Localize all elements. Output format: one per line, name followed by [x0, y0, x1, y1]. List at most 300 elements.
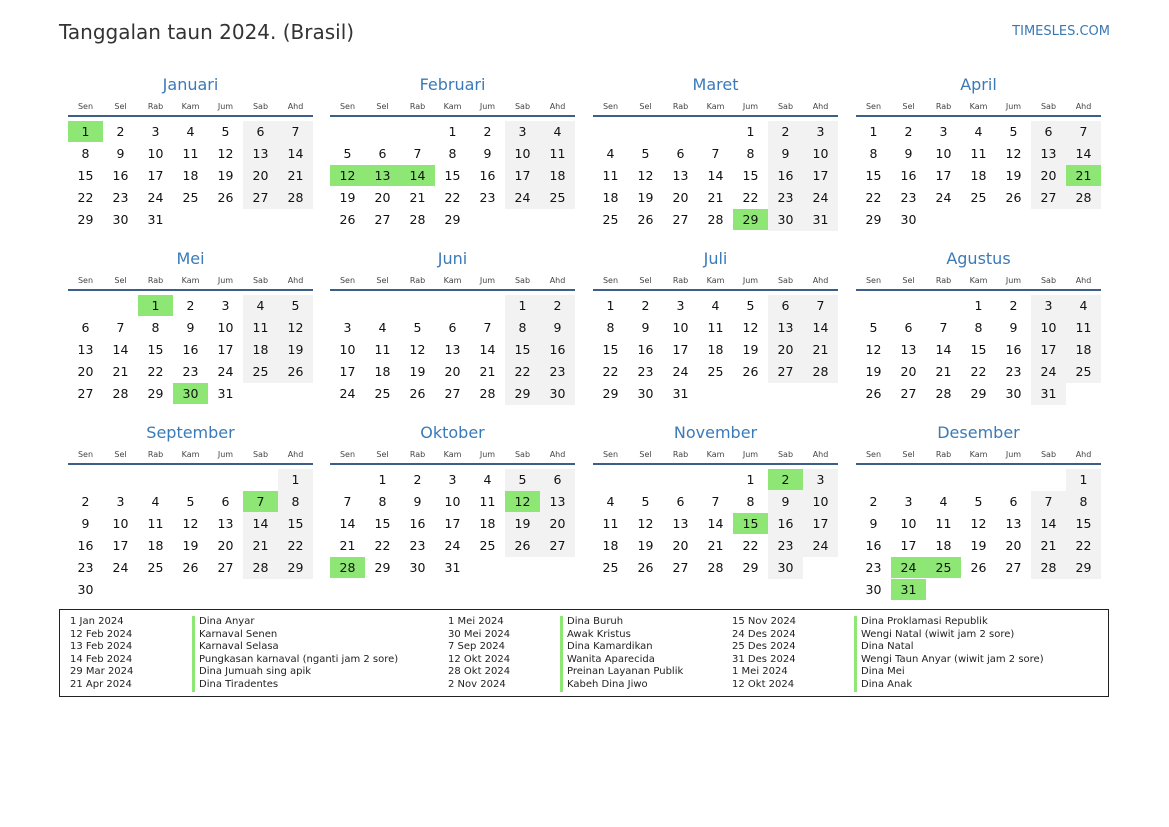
weekday-header: Sen [339, 102, 356, 111]
day-cell: 29 [742, 560, 759, 575]
weekday-header: Kam [706, 450, 725, 459]
day-cell: 3 [116, 494, 125, 509]
day-cell: 28 [1075, 190, 1092, 205]
weekday-header: Rab [935, 450, 952, 459]
day-cell: 1 [448, 124, 457, 139]
day-cell: 18 [374, 364, 391, 379]
day-cell: 31 [147, 212, 164, 227]
day-cell: 9 [641, 320, 650, 335]
day-cell: 4 [553, 124, 562, 139]
holiday-date: 2 Nov 2024 [448, 678, 506, 690]
header-rule [856, 115, 1101, 117]
day-cell: 13 [217, 516, 234, 531]
day-cell: 27 [444, 386, 461, 401]
weekday-header: Ahd [287, 450, 304, 459]
day-cell: 29 [970, 386, 987, 401]
day-cell: 23 [479, 190, 496, 205]
day-cell: 26 [637, 560, 654, 575]
month-name: November [673, 423, 758, 442]
day-cell: 13 [1040, 146, 1057, 161]
day-cell: 26 [287, 364, 304, 379]
day-cell: 22 [1075, 538, 1092, 553]
day-cell: 2 [904, 124, 913, 139]
day-cell: 21 [252, 538, 269, 553]
weekday-header: Sen [339, 450, 356, 459]
day-cell: 9 [904, 146, 913, 161]
day-cell: 7 [711, 146, 720, 161]
weekday-header: Sel [376, 450, 389, 459]
weekday-header: Kam [181, 276, 200, 285]
weekday-header: Jum [742, 450, 759, 459]
day-cell: 27 [77, 386, 94, 401]
day-cell: 26 [409, 386, 426, 401]
day-cell: 9 [186, 320, 195, 335]
day-cell: 9 [869, 516, 878, 531]
day-cell: 26 [1005, 190, 1022, 205]
holiday-dates-column [448, 616, 510, 692]
day-cell: 17 [147, 168, 164, 183]
day-cell: 15 [1075, 516, 1092, 531]
day-cell: 5 [518, 472, 527, 487]
day-cell: 23 [182, 364, 199, 379]
day-cell: 25 [602, 560, 619, 575]
day-cell: 7 [116, 320, 125, 335]
day-cell: 19 [970, 538, 987, 553]
day-cell: 18 [1075, 342, 1092, 357]
month-juni [330, 248, 575, 416]
holiday-date: 31 Des 2024 [732, 653, 796, 665]
weekday-header: Sab [1040, 276, 1057, 285]
day-cell: 22 [742, 538, 759, 553]
weekday-header: Ahd [1075, 276, 1092, 285]
holiday-name: Pungkasan karnaval (nganti jam 2 sore) [199, 653, 399, 665]
weekday-header: Jum [1005, 450, 1022, 459]
day-cell: 21 [935, 364, 952, 379]
day-cell: 7 [711, 494, 720, 509]
day-cell: 13 [900, 342, 917, 357]
day-cell: 23 [865, 560, 882, 575]
day-cell: 22 [865, 190, 882, 205]
holiday-date: 14 Feb 2024 [70, 653, 133, 665]
day-cell: 31 [812, 212, 829, 227]
holiday-name: Preinan Layanan Publik [567, 666, 684, 678]
day-cell: 15 [742, 168, 759, 183]
day-cell: 8 [448, 146, 457, 161]
day-cell: 31 [672, 386, 689, 401]
weekday-header: Rab [672, 102, 689, 111]
weekday-header: Ahd [1075, 102, 1092, 111]
day-cell: 6 [553, 472, 562, 487]
header-rule [330, 289, 575, 291]
day-cell: 18 [479, 516, 496, 531]
weekday-header: Ahd [549, 276, 566, 285]
day-cell: 12 [217, 146, 234, 161]
day-cell: 16 [777, 168, 794, 183]
day-cell: 17 [514, 168, 531, 183]
day-cell: 10 [112, 516, 129, 531]
day-cell: 16 [112, 168, 129, 183]
day-cell: 29 [444, 212, 461, 227]
header-rule [330, 463, 575, 465]
holiday-name: Wanita Aparecida [567, 653, 655, 665]
day-cell: 21 [409, 190, 426, 205]
day-cell: 4 [939, 494, 948, 509]
weekday-header: Ahd [812, 276, 829, 285]
day-cell: 2 [781, 124, 790, 139]
day-cell: 18 [970, 168, 987, 183]
day-cell: 15 [514, 342, 531, 357]
weekday-header: Sel [902, 276, 915, 285]
holiday-name: Dina Anyar [199, 616, 255, 627]
day-cell: 26 [970, 560, 987, 575]
day-cell: 14 [707, 168, 724, 183]
holiday-day-cell: 15 [733, 513, 768, 534]
day-cell: 12 [637, 516, 654, 531]
holiday-name: Dina Mei [861, 666, 905, 678]
holiday-day-cell: 30 [173, 383, 208, 404]
day-cell: 19 [409, 364, 426, 379]
day-cell: 3 [1044, 298, 1053, 313]
weekday-header: Kam [443, 102, 462, 111]
day-cell: 18 [707, 342, 724, 357]
day-cell: 6 [1009, 494, 1018, 509]
weekday-header: Rab [935, 102, 952, 111]
day-cell: 6 [378, 146, 387, 161]
day-cell: 25 [479, 538, 496, 553]
weekday-header: Jum [479, 102, 496, 111]
weekday-header: Rab [409, 102, 426, 111]
weekday-header: Jum [742, 276, 759, 285]
day-cell: 10 [672, 320, 689, 335]
holiday-date: 29 Mar 2024 [70, 666, 134, 678]
holiday-date: 1 Mei 2024 [732, 666, 788, 678]
day-cell: 19 [514, 516, 531, 531]
holiday-name: Wengi Natal (wiwit jam 2 sore) [861, 628, 1015, 640]
day-cell: 6 [904, 320, 913, 335]
holiday-name: Dina Natal [861, 641, 914, 653]
day-cell: 26 [742, 364, 759, 379]
day-cell: 20 [549, 516, 566, 531]
day-cell: 22 [742, 190, 759, 205]
day-cell: 15 [77, 168, 94, 183]
holiday-day-cell: 1 [138, 295, 173, 316]
holiday-day-cell: 25 [926, 557, 961, 578]
day-cell: 1 [378, 472, 387, 487]
holiday-date: 24 Des 2024 [732, 628, 796, 640]
weekday-header: Sab [252, 276, 269, 285]
month-oktober [330, 422, 575, 590]
holiday-name: Karnaval Senen [199, 628, 278, 640]
day-cell: 10 [514, 146, 531, 161]
day-cell: 3 [904, 494, 913, 509]
weekday-header: Ahd [812, 102, 829, 111]
day-cell: 26 [637, 212, 654, 227]
weekday-header: Ahd [812, 450, 829, 459]
day-cell: 11 [479, 494, 496, 509]
day-cell: 28 [112, 386, 129, 401]
day-cell: 9 [483, 146, 492, 161]
month-name: Maret [692, 75, 739, 94]
day-cell: 7 [291, 124, 300, 139]
day-cell: 23 [112, 190, 129, 205]
day-cell: 1 [746, 472, 755, 487]
day-cell: 9 [413, 494, 422, 509]
day-cell: 24 [339, 386, 356, 401]
weekday-header: Sel [639, 276, 652, 285]
holiday-name: Dina Tiradentes [199, 678, 279, 690]
holiday-day-cell: 14 [400, 165, 435, 186]
month-name: September [146, 423, 235, 442]
day-cell: 8 [974, 320, 983, 335]
day-cell: 5 [641, 494, 650, 509]
holiday-day-cell: 28 [330, 557, 365, 578]
weekday-header: Kam [969, 102, 988, 111]
holiday-day-cell: 21 [1066, 165, 1101, 186]
day-cell: 19 [182, 538, 199, 553]
day-cell: 18 [602, 538, 619, 553]
day-cell: 19 [742, 342, 759, 357]
day-cell: 27 [374, 212, 391, 227]
day-cell: 8 [151, 320, 160, 335]
day-cell: 1 [1079, 472, 1088, 487]
day-cell: 13 [444, 342, 461, 357]
weekday-header: Rab [935, 276, 952, 285]
site-link[interactable]: TIMESLES.COM [1012, 24, 1110, 39]
day-cell: 19 [865, 364, 882, 379]
day-cell: 6 [256, 124, 265, 139]
weekday-header: Sab [252, 450, 269, 459]
day-cell: 28 [707, 212, 724, 227]
day-cell: 2 [116, 124, 125, 139]
day-cell: 20 [77, 364, 94, 379]
holiday-name: Dina Buruh [567, 616, 624, 627]
day-cell: 9 [1009, 320, 1018, 335]
day-cell: 23 [777, 190, 794, 205]
day-cell: 12 [742, 320, 759, 335]
month-name: Mei [176, 249, 205, 268]
day-cell: 7 [343, 494, 352, 509]
day-cell: 30 [637, 386, 654, 401]
day-cell: 17 [812, 168, 829, 183]
day-cell: 6 [781, 298, 790, 313]
day-cell: 20 [777, 342, 794, 357]
month-name: Agustus [946, 249, 1011, 268]
day-cell: 18 [252, 342, 269, 357]
day-cell: 16 [637, 342, 654, 357]
day-cell: 15 [602, 342, 619, 357]
day-cell: 17 [444, 516, 461, 531]
weekday-header: Rab [147, 102, 164, 111]
day-cell: 14 [112, 342, 129, 357]
page-title: Tanggalan taun 2024. (Brasil) [59, 20, 355, 44]
day-cell: 30 [77, 582, 94, 597]
day-cell: 20 [672, 538, 689, 553]
day-cell: 28 [935, 386, 952, 401]
day-cell: 29 [514, 386, 531, 401]
day-cell: 16 [1005, 342, 1022, 357]
holiday-list [59, 609, 1109, 697]
day-cell: 23 [777, 538, 794, 553]
day-cell: 19 [637, 190, 654, 205]
day-cell: 3 [151, 124, 160, 139]
day-cell: 12 [287, 320, 304, 335]
month-januari [68, 74, 313, 242]
weekday-header: Sab [777, 276, 794, 285]
weekday-header: Sel [376, 102, 389, 111]
day-cell: 27 [549, 538, 566, 553]
day-cell: 22 [77, 190, 94, 205]
day-cell: 29 [287, 560, 304, 575]
day-cell: 7 [1079, 124, 1088, 139]
day-cell: 19 [217, 168, 234, 183]
day-cell: 2 [641, 298, 650, 313]
weekday-header: Sel [639, 102, 652, 111]
day-cell: 30 [865, 582, 882, 597]
day-cell: 24 [935, 190, 952, 205]
weekday-header: Jum [1005, 102, 1022, 111]
month-november [593, 422, 838, 590]
weekday-header: Ahd [549, 450, 566, 459]
day-cell: 13 [672, 168, 689, 183]
weekday-header: Sen [865, 450, 882, 459]
day-cell: 12 [409, 342, 426, 357]
day-cell: 13 [549, 494, 566, 509]
day-cell: 22 [444, 190, 461, 205]
weekday-header: Rab [409, 276, 426, 285]
holiday-name: Awak Kristus [567, 628, 631, 640]
day-cell: 7 [939, 320, 948, 335]
holiday-day-cell: 2 [768, 469, 803, 490]
weekday-header: Sen [865, 276, 882, 285]
day-cell: 13 [1005, 516, 1022, 531]
day-cell: 7 [483, 320, 492, 335]
day-cell: 20 [900, 364, 917, 379]
weekday-header: Sen [77, 102, 94, 111]
day-cell: 21 [707, 538, 724, 553]
weekday-header: Kam [443, 450, 462, 459]
weekday-header: Sen [339, 276, 356, 285]
day-cell: 13 [252, 146, 269, 161]
day-cell: 16 [182, 342, 199, 357]
day-cell: 29 [77, 212, 94, 227]
weekday-header: Sab [777, 102, 794, 111]
weekday-header: Sen [602, 276, 619, 285]
holiday-date: 13 Feb 2024 [70, 641, 133, 653]
day-cell: 10 [812, 494, 829, 509]
month-name: Oktober [420, 423, 485, 442]
weekday-header: Sel [114, 102, 127, 111]
holiday-date: 15 Nov 2024 [732, 616, 797, 627]
day-cell: 7 [1044, 494, 1053, 509]
day-cell: 10 [339, 342, 356, 357]
day-cell: 31 [217, 386, 234, 401]
day-cell: 28 [1040, 560, 1057, 575]
day-cell: 4 [1079, 298, 1088, 313]
weekday-header: Kam [706, 276, 725, 285]
day-cell: 11 [935, 516, 952, 531]
weekday-header: Sab [1040, 450, 1057, 459]
weekday-header: Sen [77, 450, 94, 459]
month-name: Februari [419, 75, 486, 94]
day-cell: 17 [112, 538, 129, 553]
day-cell: 5 [413, 320, 422, 335]
day-cell: 8 [606, 320, 615, 335]
day-cell: 24 [514, 190, 531, 205]
day-cell: 15 [147, 342, 164, 357]
day-cell: 16 [479, 168, 496, 183]
day-cell: 17 [935, 168, 952, 183]
day-cell: 9 [81, 516, 90, 531]
day-cell: 26 [865, 386, 882, 401]
day-cell: 24 [1040, 364, 1057, 379]
weekday-header: Jum [217, 276, 234, 285]
day-cell: 17 [672, 342, 689, 357]
day-cell: 14 [707, 516, 724, 531]
weekday-header: Kam [181, 102, 200, 111]
day-cell: 30 [409, 560, 426, 575]
day-cell: 23 [1005, 364, 1022, 379]
day-cell: 20 [672, 190, 689, 205]
day-cell: 8 [378, 494, 387, 509]
day-cell: 27 [1005, 560, 1022, 575]
day-cell: 11 [970, 146, 987, 161]
day-cell: 11 [147, 516, 164, 531]
day-cell: 21 [1040, 538, 1057, 553]
day-cell: 28 [252, 560, 269, 575]
day-cell: 6 [81, 320, 90, 335]
month-name: Juli [703, 249, 728, 268]
weekday-header: Ahd [287, 102, 304, 111]
day-cell: 20 [1040, 168, 1057, 183]
day-cell: 17 [339, 364, 356, 379]
weekday-header: Jum [1005, 276, 1022, 285]
day-cell: 11 [1075, 320, 1092, 335]
day-cell: 20 [252, 168, 269, 183]
weekday-header: Sel [114, 276, 127, 285]
day-cell: 3 [221, 298, 230, 313]
day-cell: 25 [252, 364, 269, 379]
header-rule [68, 289, 313, 291]
day-cell: 3 [816, 472, 825, 487]
holiday-day-cell: 1 [68, 121, 103, 142]
holiday-date: 30 Mei 2024 [448, 628, 511, 640]
weekday-header: Sel [114, 450, 127, 459]
day-cell: 27 [672, 560, 689, 575]
holiday-day-cell: 13 [365, 165, 400, 186]
day-cell: 22 [147, 364, 164, 379]
day-cell: 12 [970, 516, 987, 531]
weekday-header: Rab [672, 276, 689, 285]
weekday-header: Sab [514, 276, 531, 285]
day-cell: 8 [291, 494, 300, 509]
day-cell: 6 [676, 146, 685, 161]
day-cell: 6 [221, 494, 230, 509]
day-cell: 21 [812, 342, 829, 357]
day-cell: 14 [812, 320, 829, 335]
day-cell: 3 [939, 124, 948, 139]
day-cell: 5 [869, 320, 878, 335]
holiday-day-cell: 12 [505, 491, 540, 512]
day-cell: 1 [974, 298, 983, 313]
day-cell: 10 [1040, 320, 1057, 335]
day-cell: 2 [553, 298, 562, 313]
day-cell: 2 [413, 472, 422, 487]
day-cell: 15 [444, 168, 461, 183]
day-cell: 19 [1005, 168, 1022, 183]
holiday-names-column [854, 616, 1044, 692]
holiday-date: 1 Jan 2024 [70, 616, 124, 627]
day-cell: 29 [374, 560, 391, 575]
